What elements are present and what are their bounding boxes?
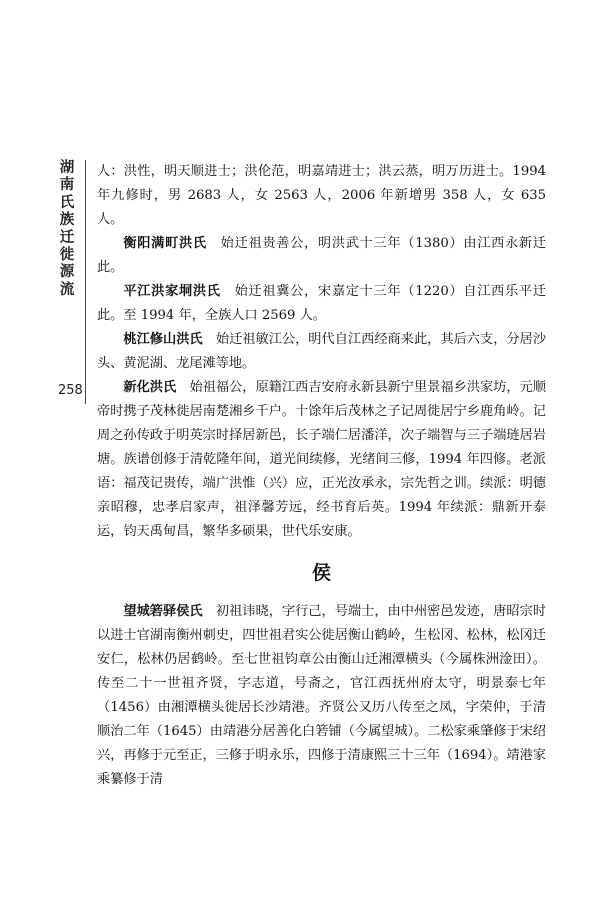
clan-entry-hengyang xyxy=(97,232,546,280)
page-body xyxy=(97,160,546,792)
clan-entry-text: 始迁祖敏江公，明代自江西经商来此，其后六支，分居沙头、黄泥湖、龙尾滩等地。 xyxy=(97,332,547,371)
paragraph-continued xyxy=(97,160,546,232)
clan-entry-xinhua xyxy=(97,376,546,544)
margin-divider-line xyxy=(85,160,86,404)
clan-entry-taojiang xyxy=(97,328,546,376)
surname-section-heading: 侯 xyxy=(311,562,331,584)
clan-entry-pingjiang xyxy=(97,280,546,328)
clan-entry-text: 初祖讳晓，字行己，号端士，由中州密邑发迹，唐昭宗时以进士官湖南衡州刺史，四世祖君实公徙居衡山鹤岭，生松冈、松林，松冈迁安仁，松林仍居鹤岭。至七世祖钧章公由衡山迁湘潭横头（今属株洲淦田）。传至二十一世祖齐贤，字志道，号斋之，官江西抚州府太守，明景泰七年（1456）由湘潭横头徙居长沙靖港。齐贤公又历八传至之凤，字荣仲，于清顺治二年（1645）由靖港分居善化白箬铺（今属望城）。二松家乘肇修于宋绍兴，再修于元至正，三修于明永乐，四修于清康熙三十三年（1694）。靖港家乘纂修于清 xyxy=(97,604,547,787)
clan-entry-title: 桃江修山洪氏 xyxy=(123,332,203,347)
clan-entry-text: 始迁祖冀公，宋嘉定十三年（1220）自江西乐平迁此。至 1994 年，全族人口 2569 人。 xyxy=(97,284,547,323)
clan-entry-wangcheng xyxy=(97,600,546,792)
clan-entry-title: 平江洪家垌洪氏 xyxy=(123,284,221,299)
clan-entry-title: 新化洪氏 xyxy=(123,380,177,395)
clan-entry-title: 望城箬驿侯氏 xyxy=(123,604,203,619)
clan-entry-text: 始祖福公，原籍江西吉安府永新县新宁里景福乡洪家坊，元顺帝时携子茂林徙居南楚湘乡千户。十馀年后茂林之子记周徙居宁乡鹿角岭。记周之孙传政于明英宗时择居新邑，长子端仁居潘洋，次子端智与三子端琏居岩塘。族谱创修于清乾隆年间，道光间续修，光绪间三修，1994 年四修。老派语：福茂记贵传，端广洪惟（兴）应，正光汝承永，宗先哲之训。续派：明德亲昭穆，忠孝启家声，祖泽馨芳远，经书育后英。1994 年续派：鼎新开泰运，钧天禹甸昌，繁华多硕果，世代乐安康。 xyxy=(97,380,547,539)
clan-entry-title: 衡阳满町洪氏 xyxy=(123,236,207,251)
clan-entry-text: 始迁祖贵善公，明洪武十三年（1380）由江西永新迁此。 xyxy=(97,236,547,275)
paragraph-text: 人：洪性，明天顺进士；洪伦范，明嘉靖进士；洪云蒸，明万历进士。1994 年九修时，男 2683 人，女 2563 人，2006 年新增男 358 人，女 635 人。 xyxy=(97,164,546,227)
page-number: 258 xyxy=(58,383,83,398)
running-header-vertical-title: 湖南氏族迁徙源流 xyxy=(59,160,75,298)
